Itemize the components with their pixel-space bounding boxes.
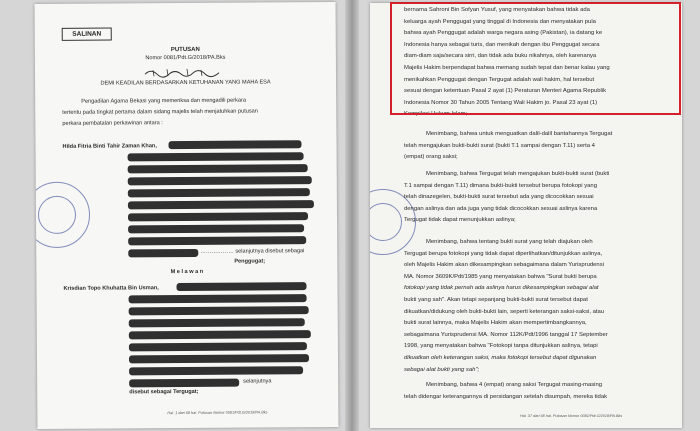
text-line: fotokopi yang tidak pernah ada aslinya harus dikesampingkan sebagai alat — [404, 285, 599, 292]
intro-line: tertentu pada tingkat pertama dalam sidang majelis telah menjatuhkan putusan — [62, 108, 258, 116]
redaction-bar — [129, 294, 307, 303]
text-line: Tergugat tidak dapat menunjukkan aslinya; — [404, 217, 516, 224]
redaction-bar — [129, 379, 239, 388]
text-line: telah dinazegelen, bukti-bukti surat tersebut ada yang dicocokkan sesuai — [404, 194, 594, 201]
redaction-bar — [176, 282, 306, 291]
paragraph-fotokopi — [404, 169, 674, 227]
book-gutter — [345, 0, 359, 431]
text-line: diam-diam saja/secara sirri, dan tidak ada buku nikahnya, oleh karenanya — [404, 53, 597, 60]
text-line: 1998, yang menyatakan bahwa "Fotokopi tanpa ditunjukkan aslinya, tetapi — [404, 343, 598, 350]
text-line: Indonesia hanya sebagai turis, dan menikah dengan ibu Penggugat secara — [404, 41, 600, 48]
salinan-stamp: SALINAN — [62, 28, 112, 41]
redaction-bar — [128, 200, 314, 209]
paragraph-bukti-surat — [404, 129, 674, 164]
redaction-bar — [128, 224, 304, 233]
text-line: Menimbang, bahwa untuk menguatkan dalil-dalil bantahannya Tergugat — [426, 131, 613, 137]
redaction-bar — [128, 212, 308, 221]
redaction-bar — [168, 140, 301, 149]
left-page — [35, 2, 339, 429]
tergugat-label: disebut sebagai Tergugat; — [129, 388, 199, 396]
text-line: bahwa ayah Penggugat adalah warga negara asing (Pakistan), ia datang ke — [404, 30, 603, 37]
party-tergugat-name: Krisdian Topo Khuhatta Bin Usman, — [63, 285, 159, 292]
text-line: keluarga ayah Penggugat yang tinggal di Indonesia dan menyatakan pula — [404, 18, 596, 25]
text-line: Menimbang, bahwa 4 (empat) orang saksi Tergugat masing-masing — [426, 382, 603, 388]
intro-line: Pengadilan Agama Bekasi yang memeriksa dan mengadili perkara — [81, 97, 247, 105]
text-line: T.1 sampai dengan T.11) dimana bukti-bukti tersebut berupa fotokopi yang — [404, 182, 597, 189]
text-line: Menimbang, bahwa tentang bukti surat yang telah diajukan oleh — [426, 239, 593, 245]
party-penggugat-name: Hilda Fitria Binti Tahir Zaman Khan, — [62, 143, 157, 150]
melawan-heading: M e l a w a n — [170, 268, 204, 276]
text-line: bernama Sahroni Bin Sofyan Yusuf, yang menyatakan bahwa tidak ada — [404, 7, 590, 13]
putusan-title: PUTUSAN — [170, 46, 200, 54]
text-line: Kompilasi Hukum Islam; — [404, 111, 468, 118]
putusan-number: Nomor 0081/Pdt.G/2018/PA.Bks — [145, 54, 226, 62]
demi-keadilan-heading: DEMI KEADILAN BERDASARKAN KETUHANAN YANG MAHA ESA — [100, 79, 271, 87]
redaction-bar — [128, 188, 310, 197]
text-line: telah mengajukan bukti-bukti surat (bukti T.1 sampai dengan T.11) serta 4 — [404, 142, 595, 149]
text-line: MA. Nomor 3609K/Pdt/1985 yang menyatakan bahwa "Surat bukti berupa — [404, 273, 597, 280]
redaction-bar — [129, 366, 303, 375]
text-line: Menimbang, bahwa Tergugat telah mengajukan bukti-bukti surat (bukti — [426, 171, 610, 177]
redaction-bar — [128, 249, 198, 257]
text-line: sebagai alat bukti yang sah"; — [404, 366, 480, 373]
intro-line: perkara pembatalan perkawinan antara : — [62, 120, 163, 127]
text-line: bukti yang sah". Akan tetapi sepanjang bukti-bukti surat tersebut dapat — [404, 296, 588, 303]
text-line: Majelis Hakim berpendapat bahwa memang sudah tepat dan benar kalau yang — [404, 64, 610, 71]
redaction-bar — [128, 236, 306, 245]
redaction-bar — [129, 318, 305, 327]
redaction-bar — [128, 176, 312, 185]
red-highlight-box — [390, 2, 681, 115]
paragraph-saksi — [404, 380, 674, 403]
text-line: oleh Majelis Hakim akan dikesampingkan sebagaimana dalam Yurisprudensi — [404, 262, 604, 269]
redaction-bar — [129, 342, 307, 351]
text-line: sesuai dengan ketentuan Pasal 2 ayat (1) Peraturan Menteri Agama Republik — [404, 88, 607, 95]
court-seal-icon — [35, 182, 91, 248]
text-line: telah didengar keterangannya di persidangan setelah disumpah, mereka tidak — [404, 393, 608, 400]
page-footer: Hal. 37 dari 68 hal. Putusan Nomor 0081/Pdt.G/2018/PA.Bks — [520, 414, 623, 418]
basmalah-calligraphy — [143, 66, 223, 79]
text-line: dengan aslinya dan ada juga yang tidak dicocokkan sesuai aslinya karena — [404, 205, 598, 212]
text-line: bukti surat lainnya, maka Majelis Hakim akan mempertimbangkannya, — [404, 320, 587, 327]
redaction-bar — [129, 330, 311, 339]
text-line: dikuatkan/didukung oleh bukti-bukti lain, seperti keterangan saksi-saksi, atau — [404, 308, 605, 315]
penggugat-label: Penggugat; — [234, 258, 266, 265]
paragraph-yurisprudensi — [404, 237, 674, 376]
text-line: Indonesia Nomor 30 Tahun 2005 Tentang Wali Hakim jo. Pasal 23 ayat (1) — [404, 99, 598, 106]
text-line: sebagaimana Yurisprudensi MA. Nomor 112K/Pdt/1996 tanggal 17 September — [404, 331, 608, 338]
redaction-bar — [129, 354, 309, 363]
page-footer: Hal. 1 dari 68 hal. Putusan Nomor 0081/Pdt.G/2018/PA.Bks — [167, 410, 268, 416]
redaction-bar — [128, 152, 304, 161]
redaction-bar — [128, 164, 308, 173]
tergugat-tail: selanjutnya — [243, 378, 272, 385]
text-line: (empat) orang saksi; — [404, 154, 458, 161]
redaction-bar — [129, 306, 309, 315]
text-line: dikuatkan oleh keterangan saksi, maka fotokopi tersebut dapat digunakan — [404, 354, 597, 361]
text-line: menikahkan Penggugat dengan Tergugat adalah wali hakim, hal tersebut — [404, 76, 595, 83]
penggugat-tail: ……………… selanjutnya disebut sebagai — [200, 248, 305, 255]
text-line: Tergugat berupa fotokopi yang tidak dapat diperlihatkan/ditunjukkan aslinya, — [404, 250, 603, 257]
